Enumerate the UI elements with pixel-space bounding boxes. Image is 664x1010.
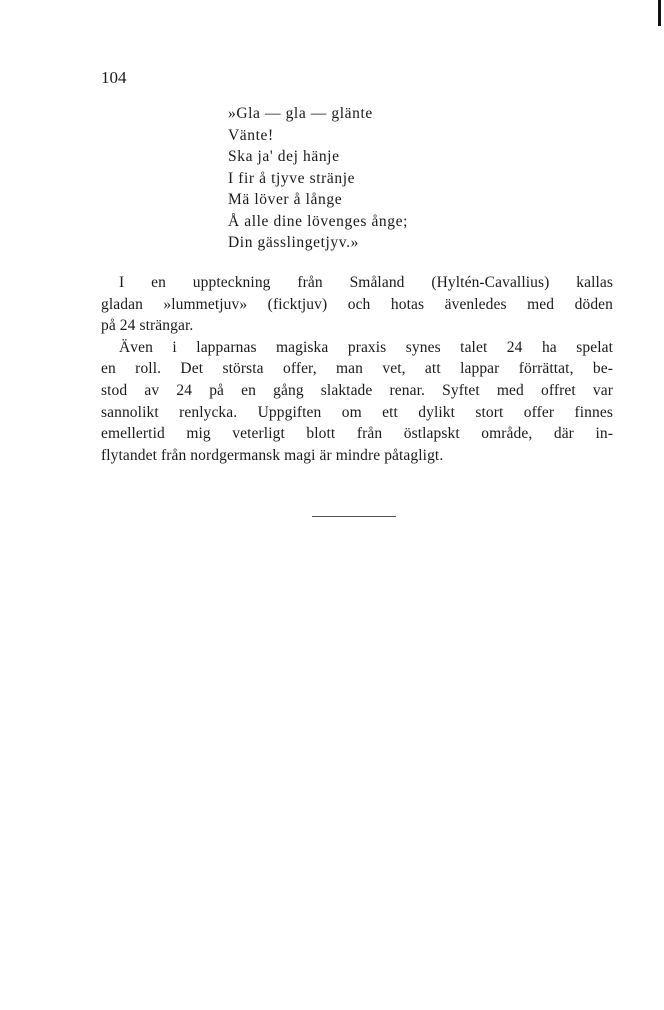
prose-line: stod av 24 på en gång slaktade renar. Syftet med offret var <box>101 381 613 399</box>
poem-line: Din gässlingetjyv.» <box>228 234 359 251</box>
prose-block <box>101 272 613 466</box>
page-number: 104 <box>101 68 127 87</box>
prose-line: Även i lapparnas magiska praxis synes talet 24 ha spelat <box>119 338 613 356</box>
prose-line: flytandet från nordgermansk magi är mindre påtagligt. <box>101 446 444 464</box>
paragraph-lapparnas <box>101 337 613 467</box>
paragraph-smaland <box>101 272 613 337</box>
prose-line: en roll. Det största offer, man vet, att lappar förrättat, be- <box>101 360 613 378</box>
poem-line: »Gla — gla — glänte <box>228 105 373 122</box>
poem-line: Mä löver å långe <box>228 191 343 208</box>
prose-line: I en uppteckning från Småland (Hyltén-Cavallius) kallas <box>119 274 613 291</box>
prose-line: emellertid mig veterligt blott från östlapskt område, där in- <box>101 425 613 443</box>
page-edge-mark <box>658 0 661 26</box>
prose-line: sannolikt renlycka. Uppgiften om ett dylikt stort offer finnes <box>101 403 613 421</box>
poem-block <box>228 103 408 254</box>
poem-line: Å alle dine lövenges ånge; <box>228 212 409 230</box>
poem-line: Vänte! <box>228 126 274 144</box>
prose-line: på 24 strängar. <box>101 317 194 335</box>
prose-line: gladan »lummetjuv» (ficktjuv) och hotas ävenledes med döden <box>101 295 613 313</box>
section-divider-rule <box>312 516 396 517</box>
poem-line: Ska ja' dej hänje <box>228 148 340 165</box>
poem-line: I fir å tjyve stränje <box>228 169 356 187</box>
